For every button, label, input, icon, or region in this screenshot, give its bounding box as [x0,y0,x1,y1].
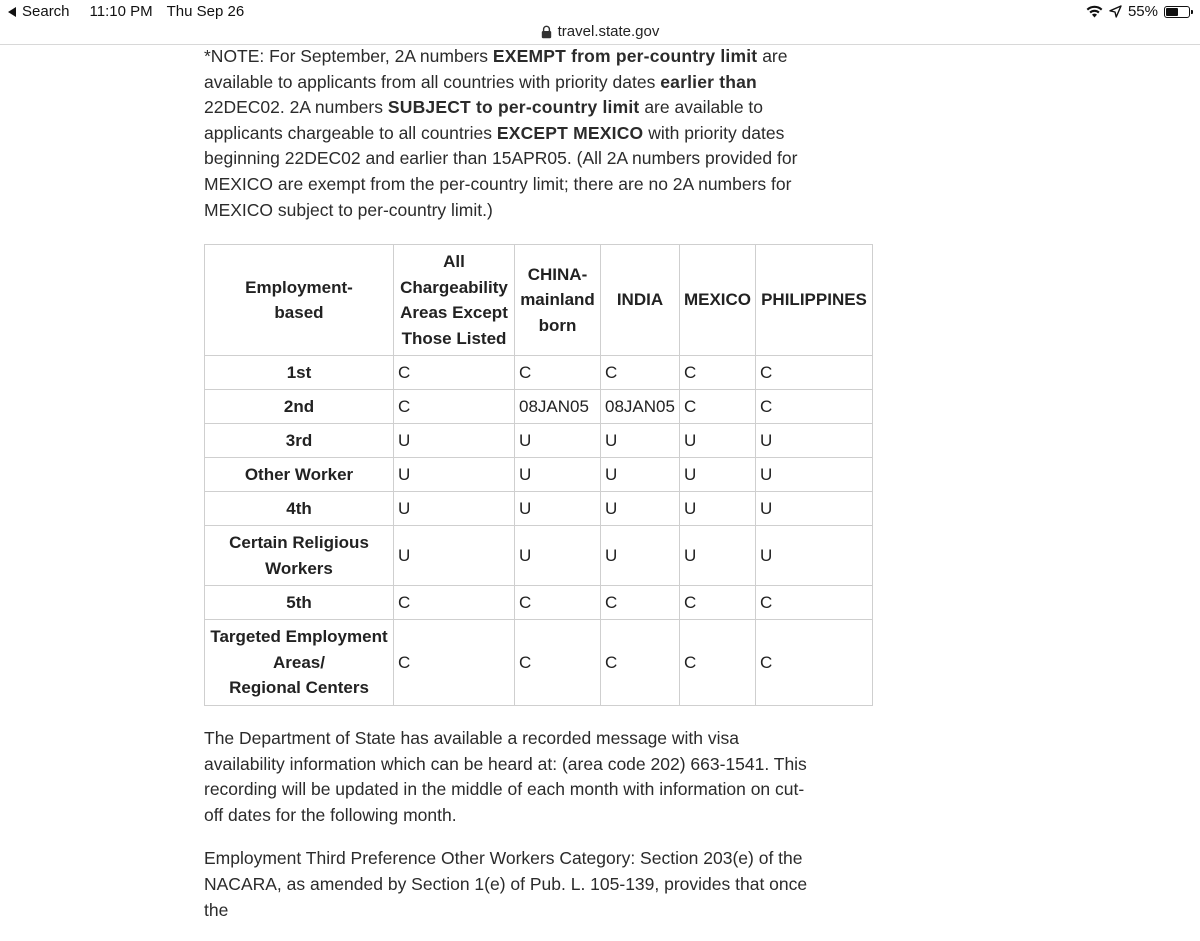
status-left [8,3,244,20]
url-display[interactable] [541,23,660,40]
table-cell: U [601,526,680,586]
table-cell: C [394,356,515,390]
status-date: Thu Sep 26 [166,3,245,20]
table-row [205,492,873,526]
table-row [205,586,873,620]
col-india: INDIA [601,245,680,356]
url-bar[interactable] [0,22,1200,45]
row-category: 3rd [205,424,394,458]
table-cell: C [679,586,755,620]
table-cell: C [756,620,873,706]
table-cell: C [756,586,873,620]
table-cell: C [601,356,680,390]
table-cell: U [394,492,515,526]
url-text: travel.state.gov [557,23,660,40]
note-emphasis: earlier than [660,71,757,92]
table-cell: 08JAN05 [601,390,680,424]
location-arrow-icon [1109,5,1122,18]
note-text: *NOTE: For September, 2A numbers [204,46,493,66]
table-cell: U [679,526,755,586]
note-text: with priority dates beginning 22DEC02 and earlier than 15APR05. (All 2A numbers provided for MEXICO are exempt from the per-country limit; there are no 2A numbers for MEXICO subject to per-country limit.) [204,122,798,220]
table-cell: C [515,620,601,706]
note-emphasis: EXEMPT from per-country limit [492,46,758,66]
row-category: 1st [205,356,394,390]
note-text: 22DEC02. 2A numbers [204,97,388,118]
table-row [205,526,873,586]
table-cell: U [601,458,680,492]
back-arrow-icon[interactable] [8,7,16,17]
row-category: Certain Religious Workers [205,526,394,586]
col-philippines: PHILIPPINES [756,245,873,356]
page-content [204,44,814,223]
table-cell: U [756,526,873,586]
col-all-chargeability: All Chargeability Areas Except Those Listed [394,245,515,356]
note-emphasis: EXCEPT MEXICO [496,122,644,143]
lock-icon [541,25,552,39]
table-cell: U [679,492,755,526]
col-china-mainland: CHINA- mainland born [515,245,601,356]
table-header-row [205,245,873,356]
row-category: 2nd [205,390,394,424]
table-cell: U [679,458,755,492]
table-cell: 08JAN05 [515,390,601,424]
note-text: are available to applicants chargeable to all countries [204,97,764,143]
status-time: 11:10 PM [89,3,153,20]
table-cell: U [601,424,680,458]
table-cell: C [515,356,601,390]
table-cell: U [394,526,515,586]
table-row [205,356,873,390]
table-cell: U [756,492,873,526]
table-cell: C [515,586,601,620]
table-cell: C [394,586,515,620]
visa-bulletin-table [204,244,873,706]
table-row [205,424,873,458]
table-cell: U [394,458,515,492]
row-category: 5th [205,586,394,620]
table-cell: U [394,424,515,458]
note-paragraph [204,44,814,223]
table-row [205,458,873,492]
note-emphasis: SUBJECT to per-country limit [387,97,640,118]
third-preference-paragraph: Employment Third Preference Other Workers Category: Section 203(e) of the NACARA, as amended by Section 1(e) of Pub. L. 105-139, provides that once the [204,848,808,920]
table-cell: C [756,356,873,390]
table-cell: C [394,620,515,706]
row-category: 4th [205,492,394,526]
after-table-text [204,726,814,941]
row-category: Other Worker [205,458,394,492]
row-category: Targeted Employment Areas/ Regional Centers [205,620,394,706]
table-cell: C [601,620,680,706]
recorded-message-paragraph: The Department of State has available a recorded message with visa availability information which can be heard at: (area code 202) 663-1541. This recording will be updated in the middle of each month with information on cut-off dates for the following month. [204,728,807,825]
table-row [205,390,873,424]
back-to-search-link[interactable]: Search [22,3,70,20]
battery-level [1166,8,1178,16]
table-cell: C [679,356,755,390]
table-cell: U [515,526,601,586]
table-cell: C [394,390,515,424]
wifi-icon [1086,5,1103,18]
col-employment-based: Employment- based [205,245,394,356]
note-text: are available to applicants from all countries with priority dates [204,46,788,92]
table-row [205,620,873,706]
table-cell: U [515,492,601,526]
table-cell: C [756,390,873,424]
table-cell: U [515,458,601,492]
status-right [1086,3,1190,20]
col-mexico: MEXICO [679,245,755,356]
table-cell: U [679,424,755,458]
table-cell: C [679,620,755,706]
table-cell: C [601,586,680,620]
table-cell: U [515,424,601,458]
table-cell: U [756,424,873,458]
table-cell: U [601,492,680,526]
status-bar [0,0,1200,24]
battery-icon [1164,6,1190,18]
battery-percent: 55% [1127,3,1158,20]
table-cell: U [756,458,873,492]
table-cell: C [679,390,755,424]
